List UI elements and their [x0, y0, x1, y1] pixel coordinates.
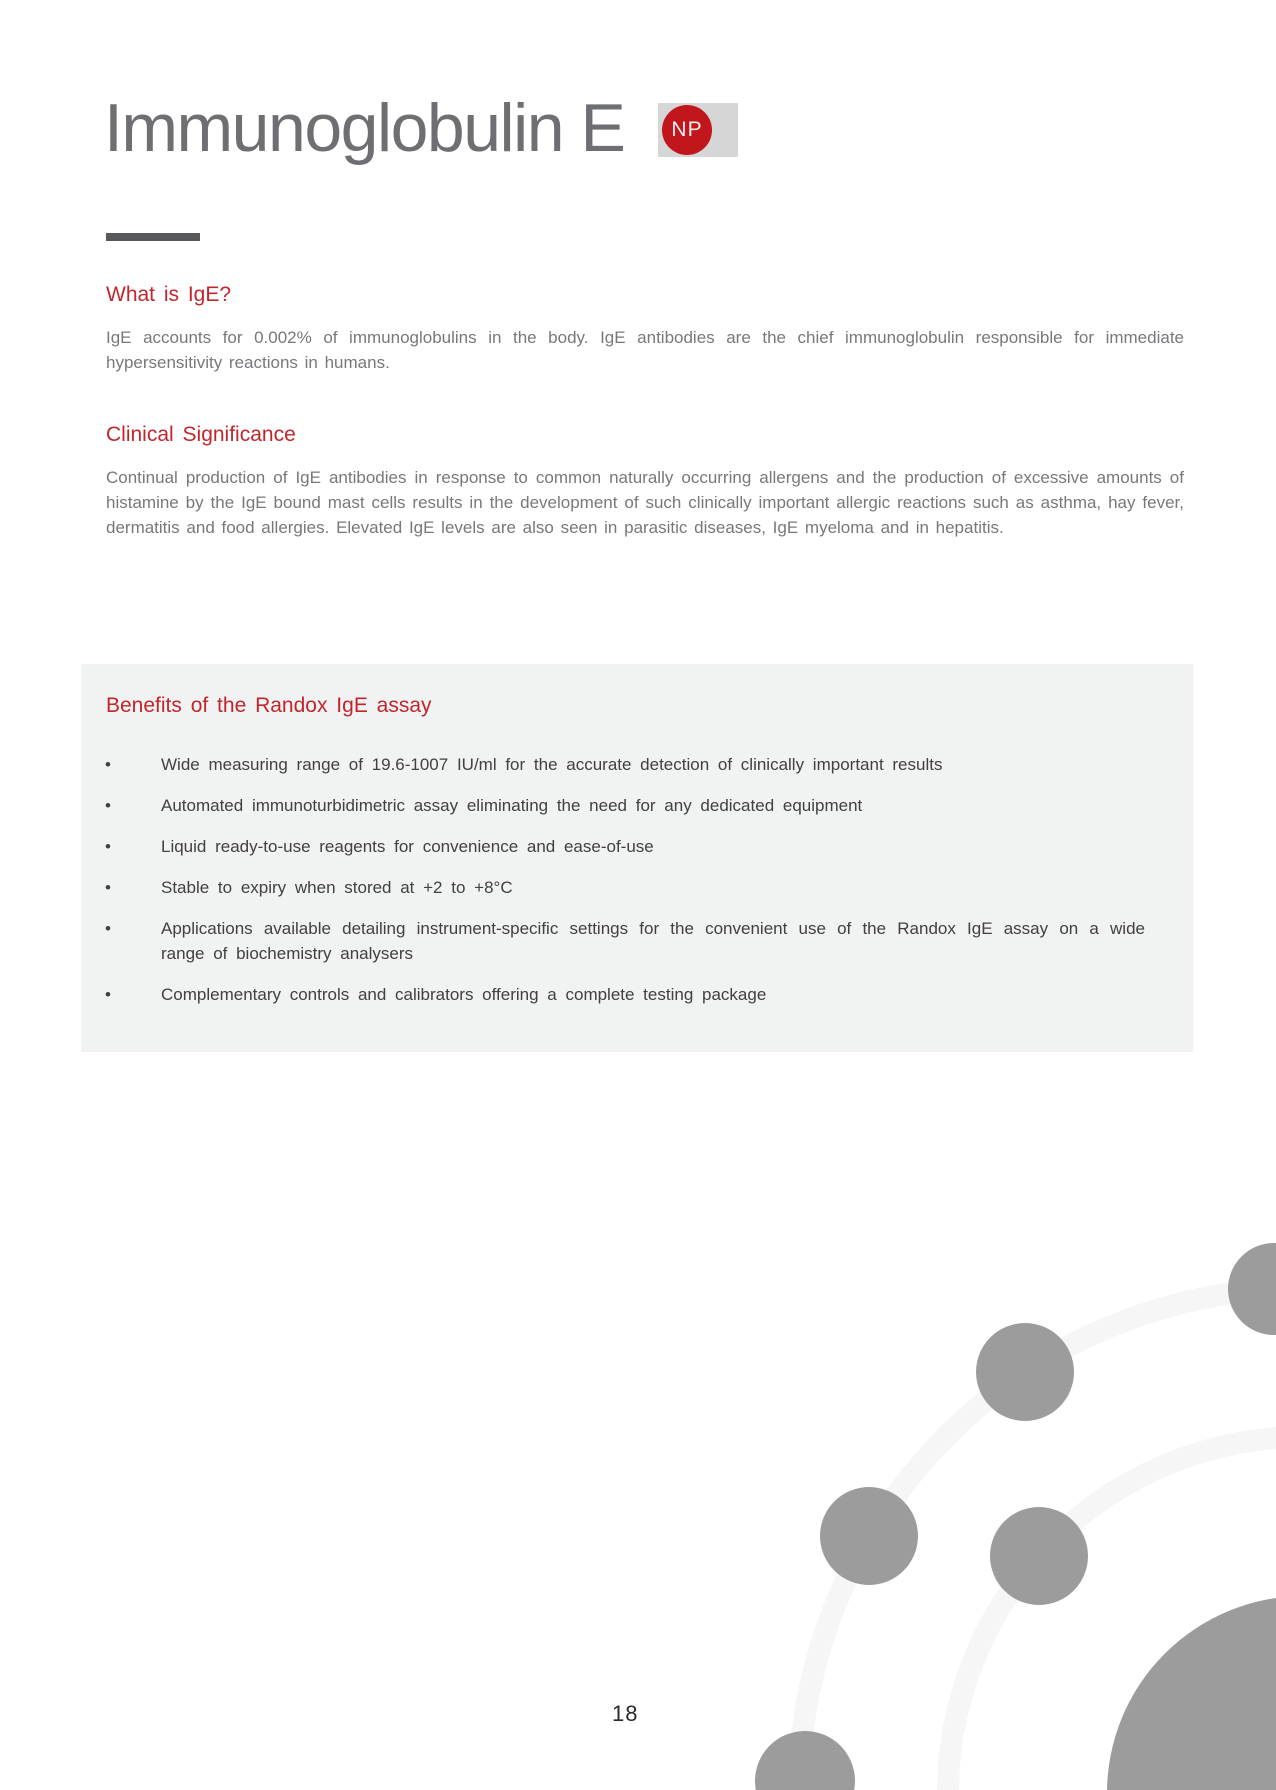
np-badge-label: NP — [671, 118, 703, 141]
bullet-icon: • — [105, 755, 111, 774]
section-heading-what-is-ige: What is IgE? — [106, 283, 232, 306]
benefit-item — [105, 834, 1145, 859]
section-heading-clinical-significance: Clinical Significance — [106, 423, 296, 446]
bullet-icon: • — [105, 837, 111, 856]
benefit-item — [105, 875, 1145, 900]
benefit-item — [105, 982, 1145, 1007]
bullet-icon: • — [105, 796, 111, 815]
benefits-list — [105, 752, 1145, 1023]
section-body-what-is-ige: IgE accounts for 0.002% of immunoglobulins in the body. IgE antibodies are the chief immunoglobulin responsible for immediate hypersensitivity reactions in humans. — [106, 328, 1184, 372]
section-body-clinical-significance: Continual production of IgE antibodies in response to common naturally occurring allergens and the production of excessive amounts of histamine by the IgE bound mast cells results in the development of such clinically important allergic reactions such as asthma, hay fever, dermatitis and food allergies. Elevated IgE levels are also seen in parasitic diseases, IgE myeloma and in hepatitis. — [106, 468, 1184, 537]
benefit-text: Complementary controls and calibrators offering a complete testing package — [161, 985, 767, 1004]
page-title: Immunoglobulin E — [104, 90, 625, 166]
benefit-text: Applications available detailing instrument-specific settings for the convenient use of the Randox IgE assay on a wide range of biochemistry analysers — [161, 919, 1145, 963]
benefit-text: Wide measuring range of 19.6-1007 IU/ml for the accurate detection of clinically important results — [161, 755, 943, 774]
bullet-icon: • — [105, 985, 111, 1004]
benefit-item — [105, 752, 1145, 777]
benefit-text: Automated immunoturbidimetric assay eliminating the need for any dedicated equipment — [161, 796, 863, 815]
benefits-heading: Benefits of the Randox IgE assay — [106, 694, 432, 717]
bullet-icon: • — [105, 878, 111, 897]
np-badge-circle — [662, 105, 712, 155]
bullet-icon: • — [105, 919, 111, 938]
benefit-item — [105, 793, 1145, 818]
benefits-box — [81, 664, 1193, 1052]
benefit-item — [105, 916, 1145, 966]
benefit-text: Liquid ready-to-use reagents for convenience and ease-of-use — [161, 837, 654, 856]
title-underline-bar — [106, 233, 200, 241]
benefit-text: Stable to expiry when stored at +2 to +8°C — [161, 878, 513, 897]
page-number: 18 — [612, 1701, 639, 1726]
np-badge — [658, 103, 738, 157]
